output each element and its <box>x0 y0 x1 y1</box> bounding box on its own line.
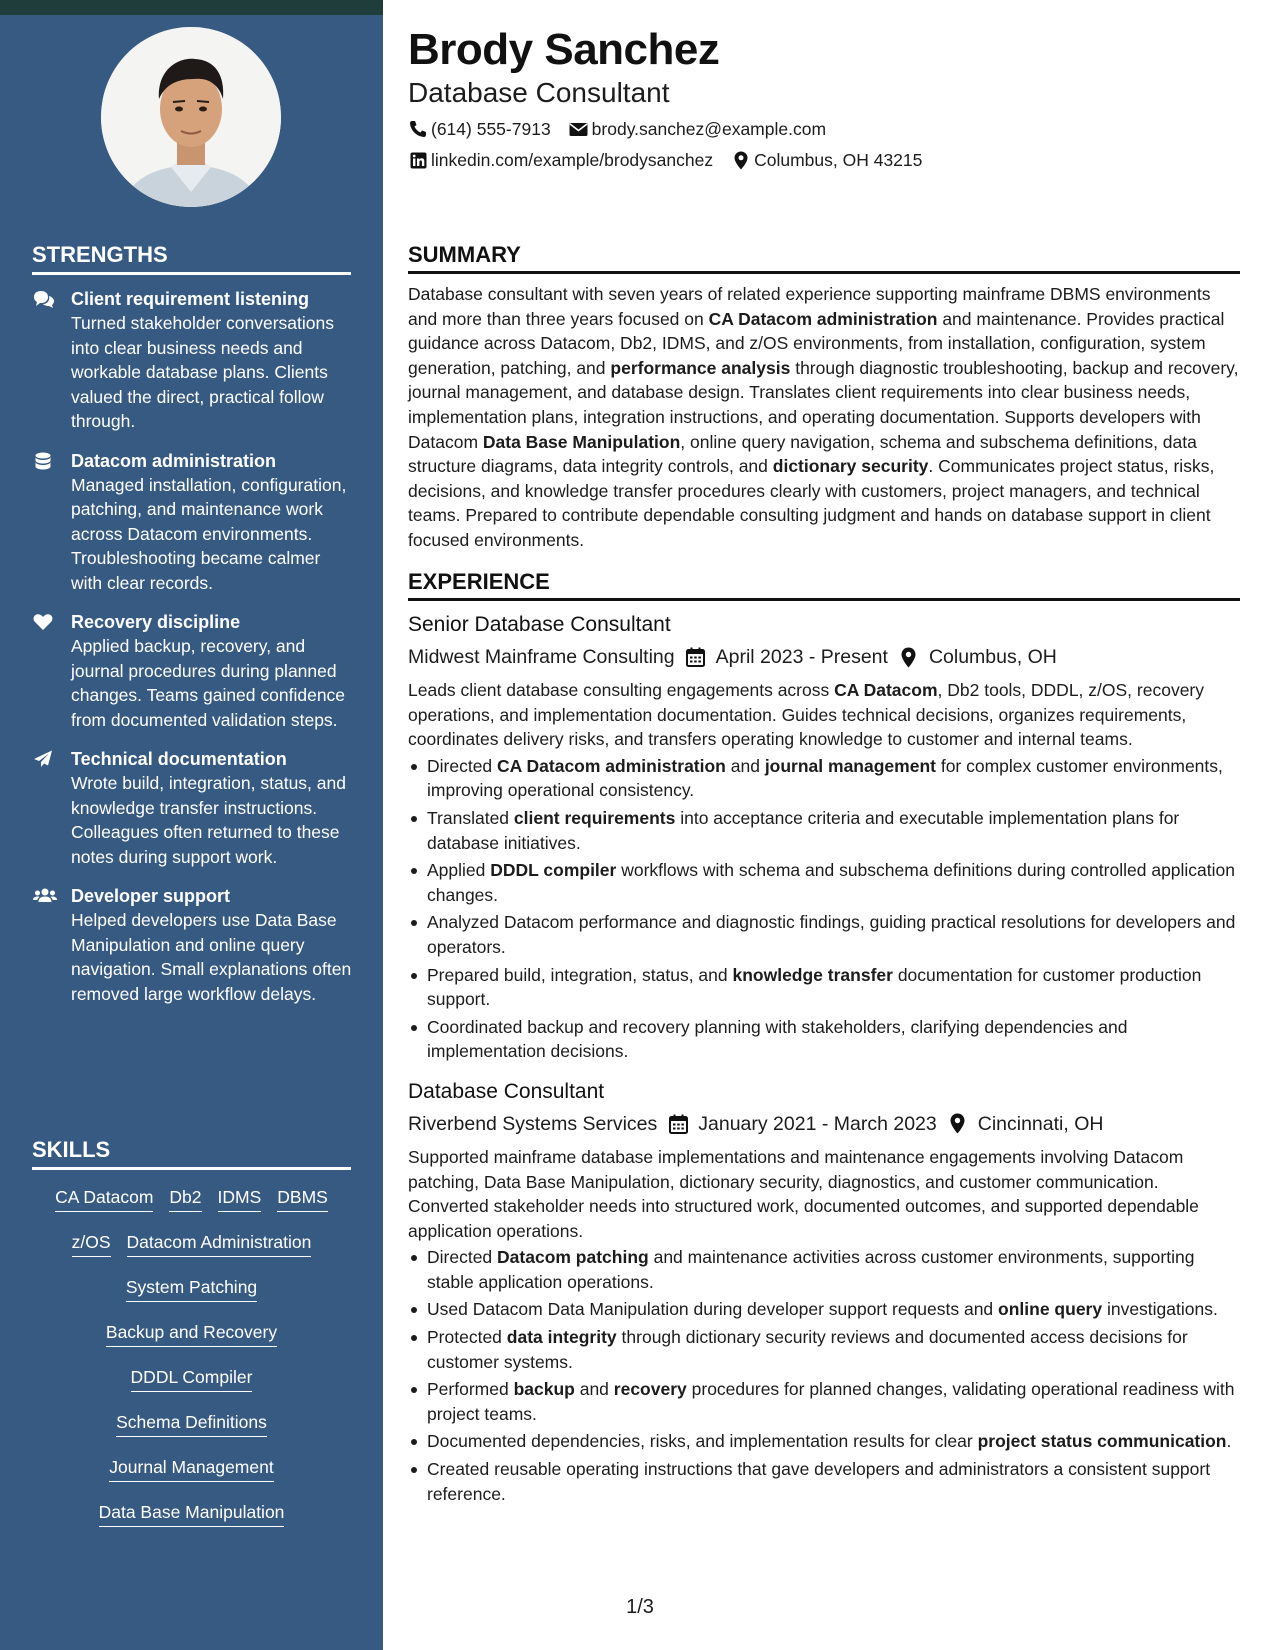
job-bullets <box>408 1245 1240 1506</box>
candidate-name: Brody Sanchez <box>408 25 720 74</box>
contact-row <box>408 118 1240 140</box>
strength-description: Applied backup, recovery, and journal procedures during planned changes. Teams gained confidence from documented validation steps. <box>71 636 346 730</box>
map-pin-icon <box>947 1113 969 1135</box>
skill-tag: DDDL Compiler <box>131 1365 253 1392</box>
bullet-item: Performed backup and recovery procedures for planned changes, validating operational readiness with project teams. <box>408 1377 1240 1426</box>
skill-tag: Db2 <box>169 1185 201 1212</box>
bullet-item: Analyzed Datacom performance and diagnostic findings, guiding practical resolutions for developers and operators. <box>408 910 1240 959</box>
job-intro: Supported mainframe database implementations and maintenance engagements involving Datacom patching, Data Base Manipulation, dictionary security, diagnostics, and customer communication. Converted stakeholder needs into structured work, documented outcomes, and supported dependable application operations. <box>408 1146 1199 1241</box>
company-name: Riverbend Systems Services <box>408 1112 658 1135</box>
users-icon <box>33 887 54 905</box>
job-entry <box>408 611 1240 1064</box>
linkedin-icon <box>408 151 428 169</box>
strength-title: Technical documentation <box>71 749 287 769</box>
bullet-item: Coordinated backup and recovery planning with stakeholders, clarifying dependencies and implementation decisions. <box>408 1015 1240 1064</box>
phone-contact[interactable] <box>408 118 551 140</box>
email-contact[interactable] <box>569 118 826 140</box>
strength-item <box>32 610 352 732</box>
location-text: Columbus, OH 43215 <box>754 150 923 170</box>
job-intro: Leads client database consulting engagements across CA Datacom, Db2 tools, DDDL, z/OS, recovery operations, and implementation documentation. Guides technical decisions, organizes requirements, coordinates delivery risks, and transfers operating knowledge to customer and internal teams. <box>408 680 1205 750</box>
phone-icon <box>408 120 428 138</box>
heart-icon <box>33 613 54 631</box>
company-name: Midwest Mainframe Consulting <box>408 646 675 668</box>
job-location: Columbus, OH <box>928 646 1057 668</box>
strength-description: Turned stakeholder conversations into clear business needs and workable database plans. Clients valued the direct, practical follow through. <box>71 313 334 431</box>
summary-heading: SUMMARY <box>408 242 1240 274</box>
skill-tag: Data Base Manipulation <box>99 1500 285 1527</box>
strength-title: Client requirement listening <box>71 289 310 309</box>
location-contact <box>731 149 922 171</box>
bullet-item: Directed Datacom patching and maintenance activities across customer environments, supporting stable application operations. <box>408 1245 1240 1294</box>
job-dates: April 2023 - Present <box>715 646 888 668</box>
job-meta <box>408 1111 1240 1137</box>
candidate-role: Database Consultant <box>408 77 670 108</box>
skill-tag: DBMS <box>277 1185 328 1212</box>
job-title: Database Consultant <box>408 1079 605 1103</box>
strength-item <box>32 287 352 434</box>
bullet-item: Used Datacom Data Manipulation during developer support requests and online query investigations. <box>408 1297 1240 1322</box>
skill-tag: Schema Definitions <box>116 1410 267 1437</box>
bullet-item: Created reusable operating instructions that gave developers and administrators a consistent support reference. <box>408 1457 1240 1506</box>
strength-title: Recovery discipline <box>71 612 241 632</box>
email-text: brody.sanchez@example.com <box>591 119 827 139</box>
strength-item <box>32 449 352 596</box>
bullet-item: Directed CA Datacom administration and journal management for complex customer environments, improving operational consistency. <box>408 754 1240 803</box>
job-bullets <box>408 754 1240 1064</box>
strength-title: Datacom administration <box>71 450 277 471</box>
skills-heading: SKILLS <box>32 1137 351 1170</box>
strengths-heading: STRENGTHS <box>32 242 351 275</box>
skill-tag: z/OS <box>72 1230 111 1257</box>
skill-tag: Journal Management <box>109 1455 273 1482</box>
experience-section <box>408 569 1240 1509</box>
calendar-icon <box>667 1113 689 1135</box>
skill-tag: CA Datacom <box>55 1185 153 1212</box>
bullet-item: Documented dependencies, risks, and implementation results for clear project status communication. <box>408 1429 1240 1454</box>
skill-tag: Datacom Administration <box>127 1230 312 1257</box>
job-location: Cincinnati, OH <box>977 1112 1104 1135</box>
strength-item <box>32 747 352 869</box>
job-entry <box>408 1078 1240 1506</box>
bullet-item: Translated client requirements into acceptance criteria and executable implementation plans for database initiatives. <box>408 806 1240 855</box>
skill-tag: System Patching <box>126 1275 257 1302</box>
calendar-icon <box>685 646 707 668</box>
map-pin-icon <box>898 646 920 668</box>
job-title: Senior Database Consultant <box>408 613 671 636</box>
profile-photo <box>101 27 281 207</box>
strength-description: Helped developers use Data Base Manipulation and online query navigation. Small explanations often removed large workflow delays. <box>71 910 352 1004</box>
contact-row <box>408 149 1240 171</box>
database-icon <box>33 452 54 470</box>
map-pin-icon <box>731 151 751 169</box>
experience-heading: EXPERIENCE <box>408 569 1240 601</box>
summary-text: Database consultant with seven years of related experience supporting mainframe DBMS environments and more than three years focused on CA Datacom administration and maintenance. Provides practical guidance across Datacom, Db2, IDMS, and z/OS environments, from installation, configuration, system generation, patching, and performance analysis through diagnostic troubleshooting, backup and recovery, journal management, and database design. Translates client requirements into clear business needs, implementation plans, integration instructions, and operating documentation. Supports developers with Datacom Data Base Manipulation, online query navigation, schema and subschema definitions, data structure diagrams, data integrity controls, and dictionary security. Communicates project status, risks, decisions, and knowledge transfer procedures clearly with customers, project managers, and technical teams. Prepared to contribute dependable consulting judgment and hands on database support in client focused environments. <box>408 284 1239 550</box>
phone-text: (614) 555-7913 <box>431 119 551 139</box>
strength-description: Managed installation, configuration, patching, and maintenance work across Datacom environments. Troubleshooting became calmer with clear records. <box>71 474 347 593</box>
bullet-item: Applied DDDL compiler workflows with schema and subschema definitions during controlled application changes. <box>408 858 1240 907</box>
job-dates: January 2021 - March 2023 <box>698 1112 937 1135</box>
paper-plane-icon <box>33 750 54 768</box>
page-indicator: 1/3 <box>626 1596 654 1618</box>
envelope-icon <box>569 120 589 138</box>
sidebar <box>0 0 383 1650</box>
bullet-item: Prepared build, integration, status, and knowledge transfer documentation for customer production support. <box>408 963 1240 1012</box>
skill-tag: IDMS <box>218 1185 262 1212</box>
sidebar-top-bar <box>0 0 383 15</box>
job-meta <box>408 644 1240 670</box>
skills-list <box>32 1185 351 1545</box>
strength-item <box>32 884 352 1006</box>
strength-title: Developer support <box>71 886 231 906</box>
comments-icon <box>33 290 54 308</box>
bullet-item: Protected data integrity through dictionary security reviews and documented access decisions for customer systems. <box>408 1325 1240 1374</box>
summary-section <box>408 242 1240 553</box>
strengths-list <box>32 287 352 1021</box>
skill-tag: Backup and Recovery <box>106 1320 277 1347</box>
strength-description: Wrote build, integration, status, and knowledge transfer instructions. Colleagues often returned to these notes during support work. <box>71 773 346 867</box>
header <box>408 24 1240 171</box>
linkedin-contact[interactable] <box>408 149 713 171</box>
linkedin-text: linkedin.com/example/brodysanchez <box>431 150 714 170</box>
